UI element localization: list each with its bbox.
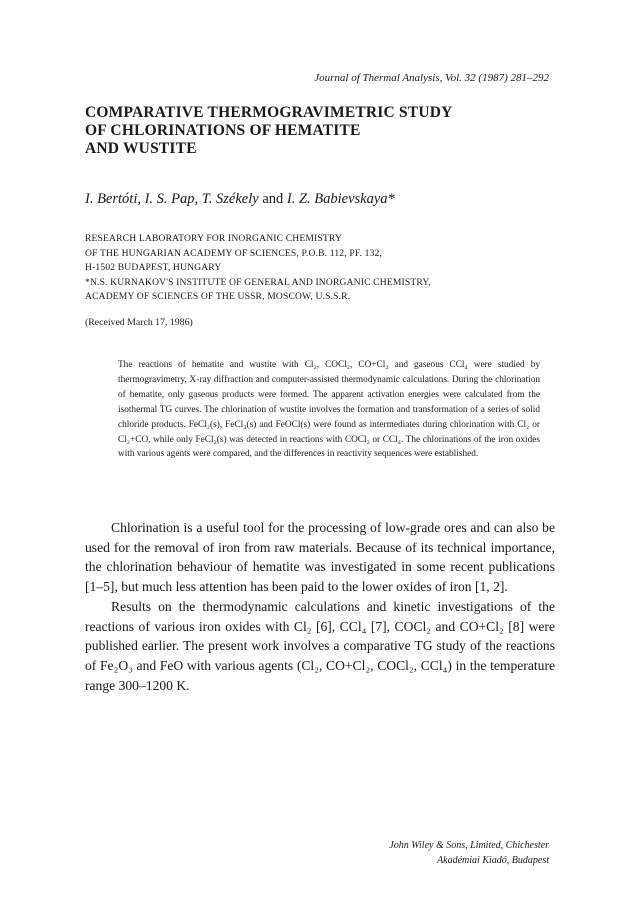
abstract: The reactions of hematite and wustite with Cl₂, COCl₂, CO+Cl₂ and gaseous CCl₄ were studied by thermogravimetry, X-ray diffraction and computer-assisted thermodynamic calculations. During the chlorination of hematite, only gaseous products were formed. The apparent activation energies were calculated from the isothermal TG curves. The chlorination of wustite involves the formation and transformation of a series of solid chloride products. FeCl₂(s), FeCl₃(s) and FeOCl(s) were found as intermediates during chlorination with Cl₂ or Cl₂+CO, while only FeCl₂(s) was detected in reactions with COCl₂ or CCl₄. The chlorinations of the iron oxides with various agents were compared, and the differences in reactivity sequences were established. [118, 360, 540, 460]
body-paragraph: Results on the thermodynamic calculations and kinetic investigations of the reactions of various iron oxides with Cl₂ [6], CCl₄ [7], COCl₂ and CO+Cl₂ [8] were published earlier. The present work involves a comparative TG study of the reactions of Fe₂O₃ and FeO with various agents (Cl₂, CO+Cl₂, COCl₂, CCl₄) in the temperature range 300–1200 K. [85, 598, 555, 693]
affiliation-line: *N.S. KURNAKOV'S INSTITUTE OF GENERAL AND INORGANIC CHEMISTRY, [85, 276, 431, 288]
journal-reference: Journal of Thermal Analysis, Vol. 32 (1987) 281–292 [314, 72, 549, 84]
author-names-b: I. Z. Babievskaya* [286, 191, 395, 207]
author-names-a: I. Bertóti, I. S. Pap, T. Székely [85, 191, 259, 207]
publisher-line: Akadémiai Kiadó, Budapest [437, 855, 549, 866]
affiliation-line: RESEARCH LABORATORY FOR INORGANIC CHEMISTRY [85, 233, 342, 244]
article-title [85, 104, 565, 158]
author-list [85, 191, 395, 208]
affiliations [85, 232, 565, 305]
author-and: and [258, 191, 287, 207]
body-paragraph: Chlorination is a useful tool for the processing of low-grade ores and can also be used for the removal of iron from raw materials. Because of its technical importance, the chlorination behaviour of hematite was investigated in some recent publications [1–5], but much less attention has been paid to the lower oxides of iron [1, 2]. [85, 520, 555, 595]
publisher-line: John Wiley & Sons, Limited, Chichester [389, 840, 549, 851]
title-line: OF CHLORINATIONS OF HEMATITE [85, 122, 361, 139]
affiliation-line: H-1502 BUDAPEST, HUNGARY [85, 262, 222, 274]
received-date: (Received March 17, 1986) [85, 317, 193, 328]
title-line: AND WUSTITE [85, 140, 197, 157]
affiliation-line: ACADEMY OF SCIENCES OF THE USSR, MOSCOW, U.S.S.R. [85, 291, 351, 303]
publisher-footer [389, 838, 549, 868]
affiliation-line: OF THE HUNGARIAN ACADEMY OF SCIENCES, P.O.B. 112, PF. 132, [85, 247, 383, 259]
body-text [85, 518, 555, 695]
title-line: COMPARATIVE THERMOGRAVIMETRIC STUDY [85, 104, 453, 121]
